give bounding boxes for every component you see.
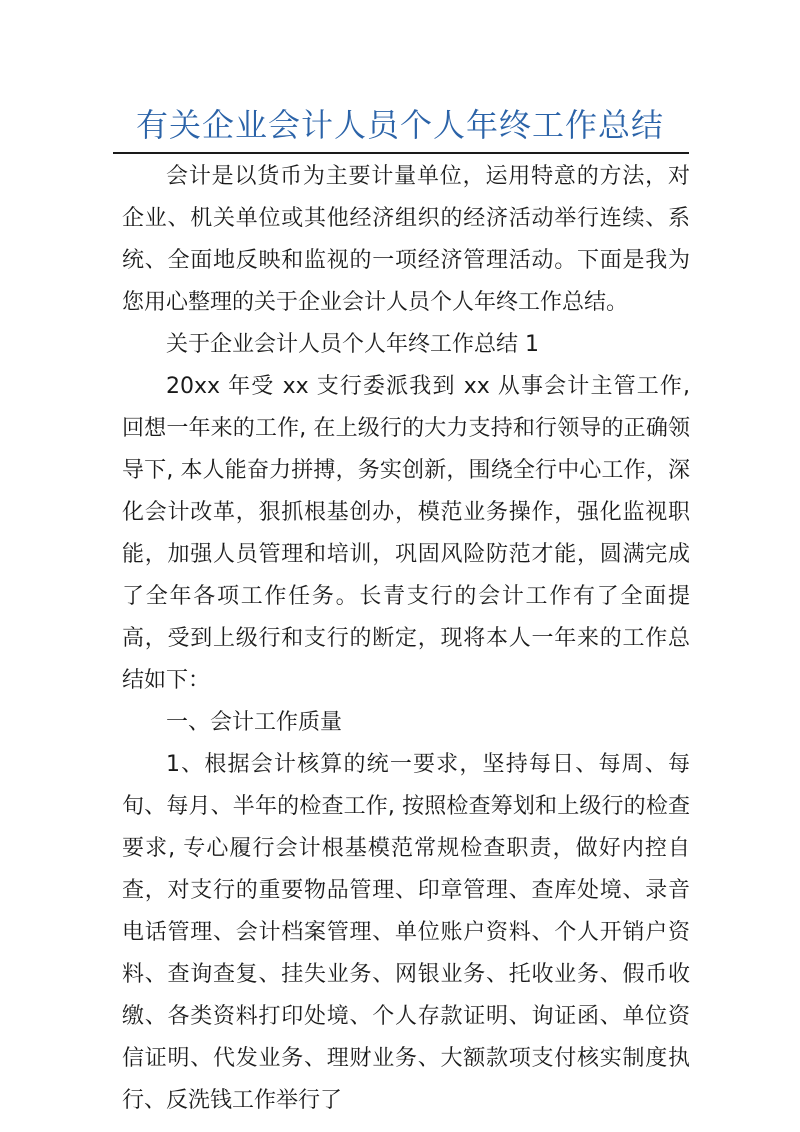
document-body — [122, 156, 690, 1122]
section-heading-quality: 一、会计工作质量 — [166, 710, 343, 735]
title-divider — [113, 152, 689, 154]
document-title: 有关企业会计人员个人年终工作总结 — [135, 106, 664, 144]
quality-paragraph-1: 1、根据会计核算的统一要求，坚持每日、每周、每旬、每月、半年的检查工作, 按照检查筹划和上级行的检查要求, 专心履行会计根基模范常规检查职责，做好内控自查，对支行的重要物品管理、印章管理、查库处境、录音电话管理、会计档案管理、单位账户资料、个人开销户资料、查询查复、挂失业务、网银业务、托收业务、假币收缴、各类资料打印处境、个人存款证明、询证函、单位资信证明、代发业务、理财业务、大额款项支付核实制度执行、反洗钱工作举行了 — [122, 752, 690, 1113]
summary-paragraph: 20xx 年受 xx 支行委派我到 xx 从事会计主管工作, 回想一年来的工作, 在上级行的大力支持和行领导的正确领导下, 本人能奋力拼搏，务实创新，围绕全行中心工作，深化会计改革，狠抓根基创办，模范业务操作，强化监视职能，加强人员管理和培训，巩固风险防范才能，圆满完成了全年各项工作任务。长青支行的会计工作有了全面提高，受到上级行和支行的断定，现将本人一年来的工作总结如下： — [122, 374, 690, 693]
intro-paragraph: 会计是以货币为主要计量单位，运用特意的方法，对企业、机关单位或其他经济组织的经济活动举行连续、系统、全面地反映和监视的一项经济管理活动。下面是我为您用心整理的关于企业会计人员个人年终工作总结。 — [122, 164, 690, 315]
section-heading-1: 关于企业会计人员个人年终工作总结 1 — [166, 332, 539, 357]
